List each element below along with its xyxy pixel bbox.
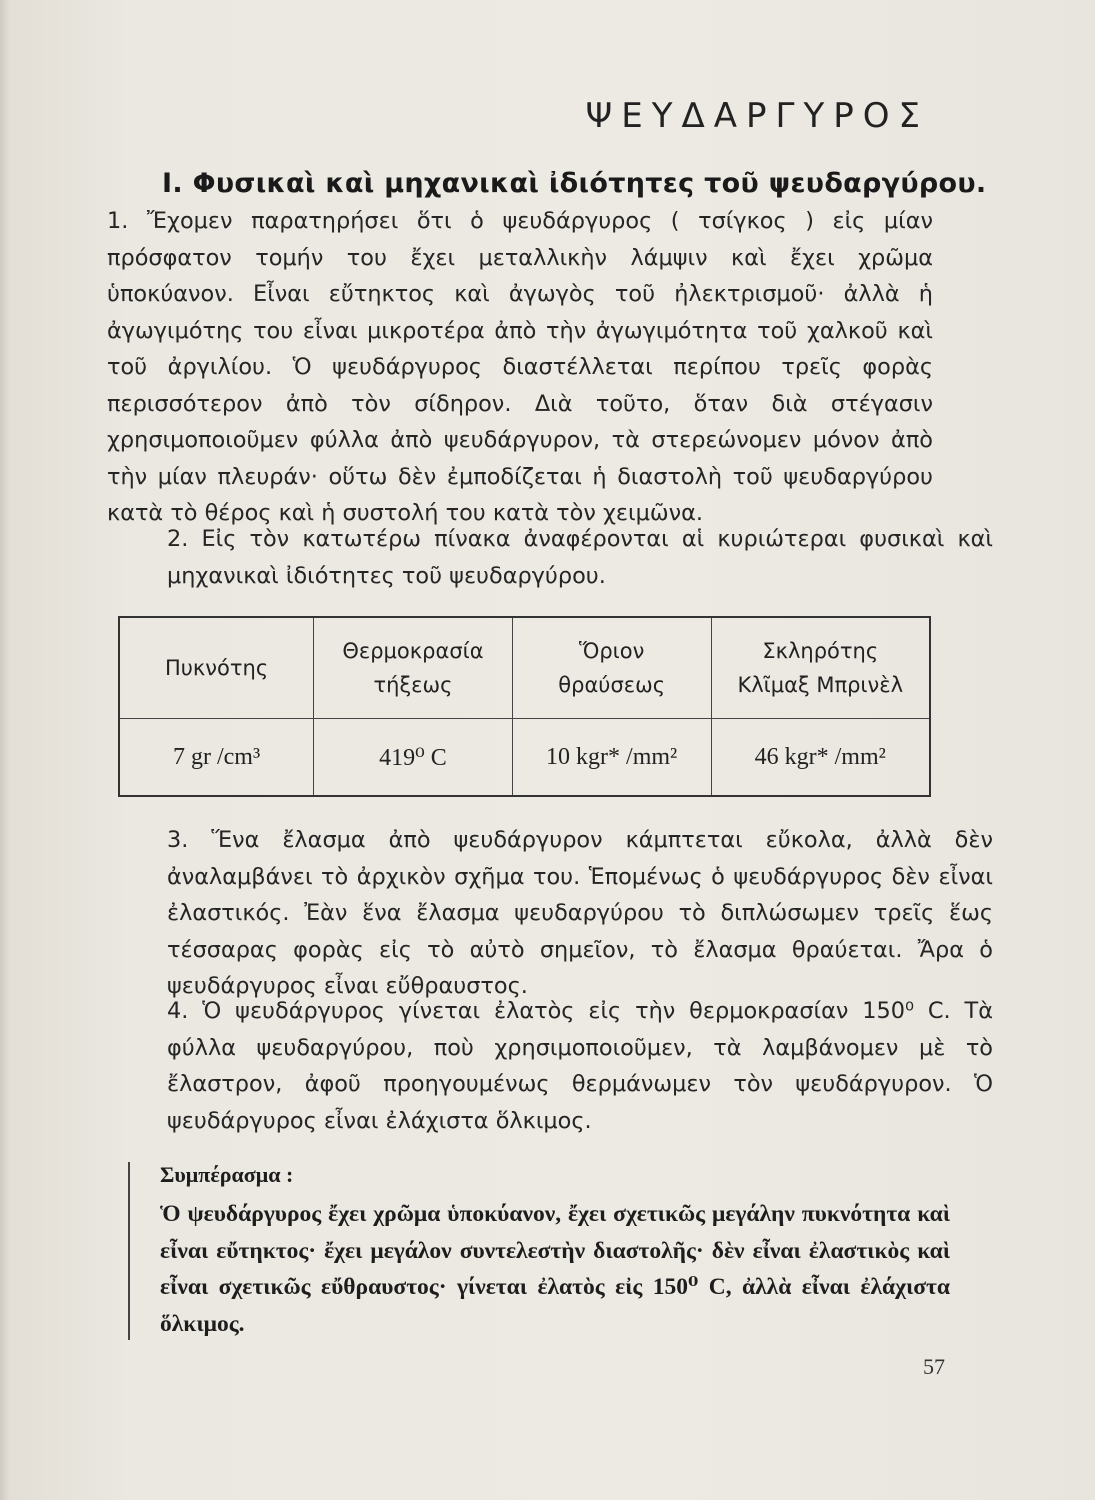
page-number: 57 <box>923 1354 945 1379</box>
header-melting-line1: Θερμοκρασία <box>342 639 484 663</box>
header-density-label: Πυκνότης <box>164 656 269 680</box>
header-hardness-line2: Κλῖμαξ Μπρινὲλ <box>737 673 904 697</box>
header-hardness-line1: Σκληρότης <box>762 639 879 663</box>
properties-table <box>118 616 931 797</box>
summary-title: Συμπέρασμα : <box>160 1162 294 1187</box>
header-breaking-line1: Ὅριον <box>578 639 645 663</box>
paragraph-2: 2. Εἰς τὸν κατωτέρω πίνακα ἀναφέρονται αἱ κυριώτεραι φυσικαὶ καὶ μηχανικαὶ ἰδιότητες τοῦ ψευδαργύρου. <box>167 526 993 589</box>
header-breaking-line2: θραύσεως <box>558 673 666 697</box>
summary-box <box>128 1162 950 1340</box>
table-header-row <box>119 617 930 719</box>
page-binding-shadow <box>0 0 10 1500</box>
value-hardness: 46 kgr* /mm² <box>711 719 930 797</box>
header-melting-line2: τήξεως <box>373 673 453 697</box>
paragraph-3: 3. Ἕνα ἔλασμα ἀπὸ ψευδάργυρον κάμπτεται εὔκολα, ἀλλὰ δὲν ἀναλαμβάνει τὸ ἀρχικὸν σχῆμα του. Ἑπομένως ὁ ψευδάργυρος δὲν εἶναι ἐλαστικός. Ἐὰν ἕνα ἔλασμα ψευδαργύρου τὸ διπλώσωμεν τρεῖς ἕως τέσσαρας φορὰς εἰς τὸ αὐτὸ σημεῖον, τὸ ἔλασμα θραύεται. Ἄρα ὁ ψευδάργυρος εἶναι εὔθραυστος. <box>167 827 993 999</box>
table-row <box>119 719 930 797</box>
chapter-title: ΨΕΥΔΑΡΓΥΡΟΣ <box>585 96 929 136</box>
header-breaking-limit <box>512 617 711 719</box>
paragraph-1: 1. Ἔχομεν παρατηρήσει ὅτι ὁ ψευδάργυρος ( τσίγκος ) εἰς μίαν πρόσφατον τομήν του ἔχει μεταλλικὴν λάμψιν καὶ ἔχει χρῶμα ὑποκύανον. Εἶναι εὔτηκτος καὶ ἀγωγὸς τοῦ ἠλεκτρισμοῦ· ἀλλὰ ἡ ἀγωγιμότης του εἶναι μικροτέρα ἀπὸ τὴν ἀγωγιμότητα τοῦ χαλκοῦ καὶ τοῦ ἀργιλίου. Ὁ ψευδάργυρος διαστέλλεται περίπου τρεῖς φορὰς περισσότερον ἀπὸ τὸν σίδηρον. Διὰ τοῦτο, ὅταν διὰ στέγασιν χρησιμοποιοῦμεν φύλλα ἀπὸ ψευδάργυρον, τὰ στερεώνομεν μόνον ἀπὸ τὴν μίαν πλευράν· οὕτω δὲν ἐμποδίζεται ἡ διαστολὴ τοῦ ψευδαργύρου κατὰ τὸ θέρος καὶ ἡ συστολή του κατὰ τὸν χειμῶνα. <box>107 208 933 526</box>
summary-text: Ὁ ψευδάργυρος ἔχει χρῶμα ὑποκύανον, ἔχει σχετικῶς μεγάλην πυκνότητα καὶ εἶναι εὔτηκτος· ἔχει μεγάλον συντελεστὴν διαστολῆς· δὲν εἶναι ἐλαστικὸς καὶ εἶναι σχετικῶς εὔθραυστος· γίνεται ἐλατὸς εἰς 150⁰ C, ἀλλὰ εἶναι ἐλάχιστα ὅλκιμος. <box>160 1201 950 1337</box>
header-melting-point <box>314 617 513 719</box>
header-hardness <box>711 617 930 719</box>
value-melting-point: 419⁰ C <box>314 719 513 797</box>
value-density: 7 gr /cm³ <box>119 719 314 797</box>
paragraph-4: 4. Ὁ ψευδάργυρος γίνεται ἐλατὸς εἰς τὴν θερμοκρασίαν 150⁰ C. Τὰ φύλλα ψευδαργύρου, ποὺ χρησιμοποιοῦμεν, τὰ λαμβάνομεν μὲ τὸ ἔλαστρον, ἀφοῦ προηγουμένως θερμάνωμεν τὸν ψευδάργυρον. Ὁ ψευδάργυρος εἶναι ἐλάχιστα ὅλκιμος. <box>167 998 993 1134</box>
value-breaking-limit: 10 kgr* /mm² <box>512 719 711 797</box>
header-density <box>119 617 314 719</box>
section-title: Ι. Φυσικαὶ καὶ μηχανικαὶ ἰδιότητες τοῦ ψευδαργύρου. <box>162 168 987 199</box>
